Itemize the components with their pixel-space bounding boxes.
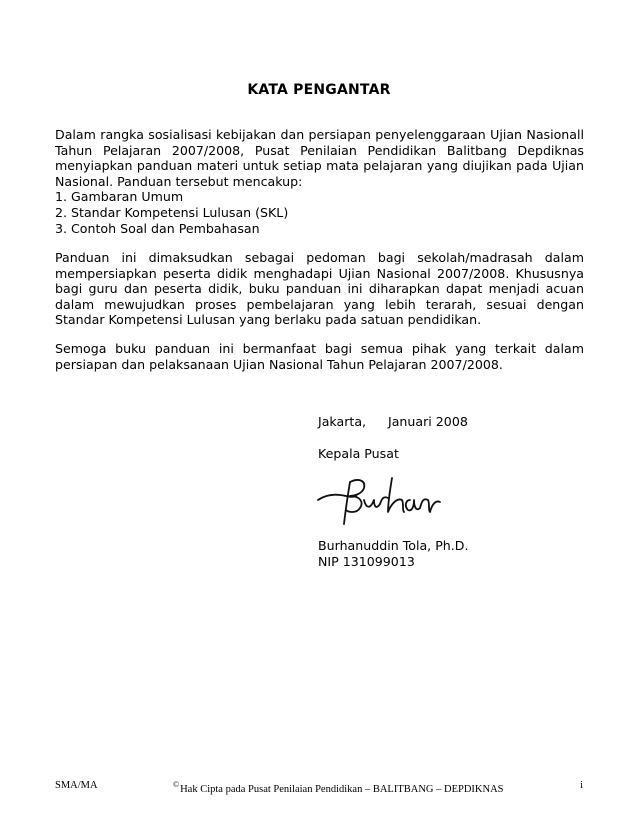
signature-date [318, 414, 468, 430]
list-item: 1. Gambaran Umum [55, 189, 184, 205]
signature-date-value: Januari 2008 [388, 414, 468, 429]
paragraph-line: menyiapkan panduan materi untuk setiap mata pelajaran yang diujikan pada Ujian [55, 158, 584, 174]
signer-details [318, 538, 468, 569]
copyright-symbol: © [173, 780, 180, 789]
signer-position: Kepala Pusat [318, 446, 399, 461]
signer-name: Burhanuddin Tola, Ph.D. [318, 538, 469, 553]
footer-copyright [173, 780, 504, 795]
paragraph-line: Nasional. Panduan tersebut mencakup: [55, 173, 303, 189]
paragraph-line: bagi guru dan peserta didik, buku panduan ini diharapkan dapat menjadi acuan [55, 281, 584, 297]
footer-copyright-text: Hak Cipta pada Pusat Penilaian Pendidikan – BALITBANG – DEPDIKNAS [180, 784, 504, 795]
footer-level: SMA/MA [55, 780, 98, 791]
handwritten-signature [314, 470, 444, 528]
paragraph-line: Dalam rangka sosialisasi kebijakan dan persiapan penyelenggaraan Ujian Nasionall [55, 127, 584, 142]
paragraph-line: Standar Kompetensi Lulusan yang berlaku pada satuan pendidikan. [55, 312, 482, 328]
paragraph-line: mempersiapkan peserta didik menghadapi Ujian Nasional 2007/2008. Khususnya [55, 265, 584, 281]
page-title: KATA PENGANTAR [247, 82, 391, 98]
list-item: 3. Contoh Soal dan Pembahasan [55, 220, 260, 236]
closing-paragraph [55, 341, 584, 372]
paragraph-line: Tahun Pelajaran 2007/2008, Pusat Penilaian Pendidikan Balitbang Depdiknas [55, 142, 584, 158]
paragraph-line: Panduan ini dimaksudkan sebagai pedoman bagi sekolah/madrasah dalam [55, 250, 584, 265]
signer-nip: NIP 131099013 [318, 553, 415, 569]
paragraph-line: dalam mewujudkan proses pembelajaran yang lebih terarah, sesuai dengan [55, 296, 584, 312]
intro-paragraph [55, 127, 584, 236]
paragraph-line: persiapan dan pelaksanaan Ujian Nasional Tahun Pelajaran 2007/2008. [55, 356, 503, 372]
signature-city: Jakarta, [318, 414, 367, 429]
page-footer [55, 780, 583, 796]
page-number: i [580, 780, 583, 791]
purpose-paragraph [55, 250, 584, 328]
list-item: 2. Standar Kompetensi Lulusan (SKL) [55, 204, 289, 220]
paragraph-line: Semoga buku panduan ini bermanfaat bagi semua pihak yang terkait dalam [55, 341, 584, 356]
